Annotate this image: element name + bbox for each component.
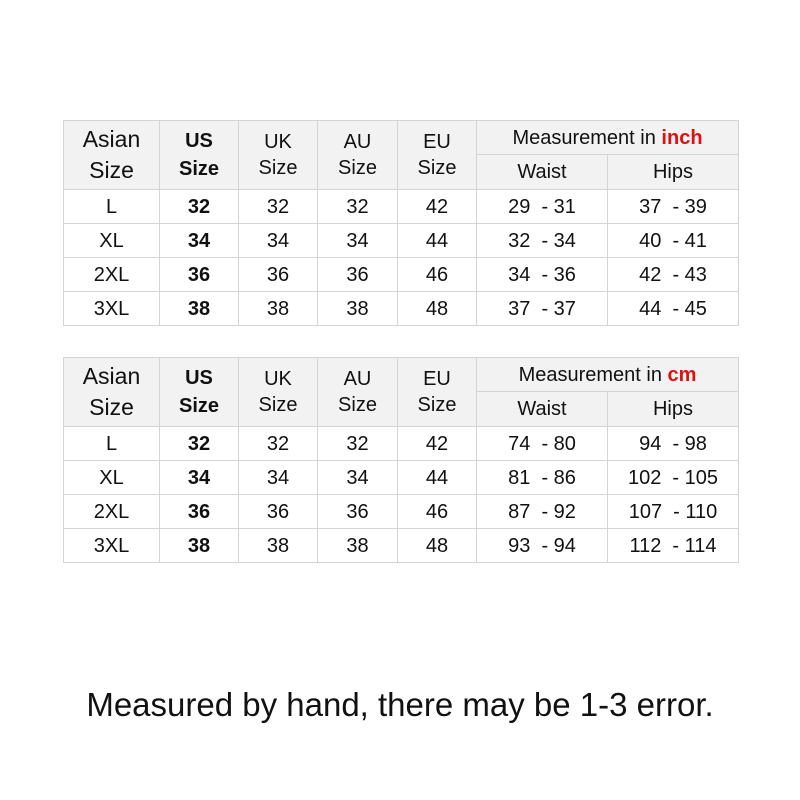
- eu-size-cell: 42: [398, 190, 477, 224]
- eu-size-cell: 48: [398, 292, 477, 326]
- au-size-cell: 36: [318, 258, 398, 292]
- asian-size-cell: XL: [64, 461, 160, 495]
- uk-size-cell: 36: [239, 495, 318, 529]
- asian-size-cell: 3XL: [64, 292, 160, 326]
- uk-size-cell: 34: [239, 224, 318, 258]
- hips-cell: 42 - 43: [608, 258, 739, 292]
- hips-cell: 102 - 105: [608, 461, 739, 495]
- hips-cell: 107 - 110: [608, 495, 739, 529]
- au-size-cell: 38: [318, 529, 398, 563]
- table-row: [64, 258, 739, 292]
- au-size-cell: 32: [318, 427, 398, 461]
- waist-cell: 81 - 86: [477, 461, 608, 495]
- header-asian-size: Asian Size: [64, 121, 160, 190]
- size-table-inch: [63, 120, 739, 326]
- hips-cell: 37 - 39: [608, 190, 739, 224]
- table-row: [64, 529, 739, 563]
- size-table-cm: [63, 357, 739, 563]
- table-row: [64, 292, 739, 326]
- asian-size-cell: 2XL: [64, 495, 160, 529]
- hips-cell: 112 - 114: [608, 529, 739, 563]
- unit-label: cm: [667, 363, 697, 386]
- us-size-cell: 34: [160, 461, 239, 495]
- header-waist: Waist: [477, 155, 608, 190]
- header-us-size: US Size: [160, 358, 239, 427]
- table-row: [64, 495, 739, 529]
- asian-size-cell: 3XL: [64, 529, 160, 563]
- waist-cell: 34 - 36: [477, 258, 608, 292]
- us-size-cell: 38: [160, 292, 239, 326]
- waist-cell: 37 - 37: [477, 292, 608, 326]
- eu-size-cell: 44: [398, 461, 477, 495]
- table-row: [64, 190, 739, 224]
- header-uk-size: UK Size: [239, 358, 318, 427]
- header-eu-size: EU Size: [398, 121, 477, 190]
- header-measurement: Measurement in cm: [477, 358, 739, 392]
- uk-size-cell: 36: [239, 258, 318, 292]
- us-size-cell: 32: [160, 190, 239, 224]
- eu-size-cell: 42: [398, 427, 477, 461]
- unit-label: inch: [661, 126, 703, 149]
- table-row: [64, 224, 739, 258]
- hips-cell: 94 - 98: [608, 427, 739, 461]
- eu-size-cell: 44: [398, 224, 477, 258]
- measurement-disclaimer: Measured by hand, there may be 1-3 error.: [86, 686, 714, 723]
- asian-size-cell: 2XL: [64, 258, 160, 292]
- header-uk-size: UK Size: [239, 121, 318, 190]
- header-us-size: US Size: [160, 121, 239, 190]
- uk-size-cell: 32: [239, 190, 318, 224]
- header-measurement: Measurement in inch: [477, 121, 739, 155]
- au-size-cell: 34: [318, 461, 398, 495]
- table-row: [64, 427, 739, 461]
- header-hips: Hips: [608, 155, 739, 190]
- uk-size-cell: 32: [239, 427, 318, 461]
- au-size-cell: 38: [318, 292, 398, 326]
- header-waist: Waist: [477, 392, 608, 427]
- waist-cell: 87 - 92: [477, 495, 608, 529]
- eu-size-cell: 48: [398, 529, 477, 563]
- us-size-cell: 36: [160, 258, 239, 292]
- waist-cell: 93 - 94: [477, 529, 608, 563]
- hips-cell: 40 - 41: [608, 224, 739, 258]
- asian-size-cell: L: [64, 190, 160, 224]
- waist-cell: 29 - 31: [477, 190, 608, 224]
- waist-cell: 74 - 80: [477, 427, 608, 461]
- uk-size-cell: 34: [239, 461, 318, 495]
- au-size-cell: 32: [318, 190, 398, 224]
- header-hips: Hips: [608, 392, 739, 427]
- table-row: [64, 461, 739, 495]
- header-eu-size: EU Size: [398, 358, 477, 427]
- us-size-cell: 38: [160, 529, 239, 563]
- us-size-cell: 32: [160, 427, 239, 461]
- asian-size-cell: L: [64, 427, 160, 461]
- header-au-size: AU Size: [318, 121, 398, 190]
- hips-cell: 44 - 45: [608, 292, 739, 326]
- uk-size-cell: 38: [239, 529, 318, 563]
- asian-size-cell: XL: [64, 224, 160, 258]
- us-size-cell: 36: [160, 495, 239, 529]
- header-asian-size: Asian Size: [64, 358, 160, 427]
- waist-cell: 32 - 34: [477, 224, 608, 258]
- us-size-cell: 34: [160, 224, 239, 258]
- eu-size-cell: 46: [398, 258, 477, 292]
- au-size-cell: 36: [318, 495, 398, 529]
- uk-size-cell: 38: [239, 292, 318, 326]
- au-size-cell: 34: [318, 224, 398, 258]
- eu-size-cell: 46: [398, 495, 477, 529]
- header-au-size: AU Size: [318, 358, 398, 427]
